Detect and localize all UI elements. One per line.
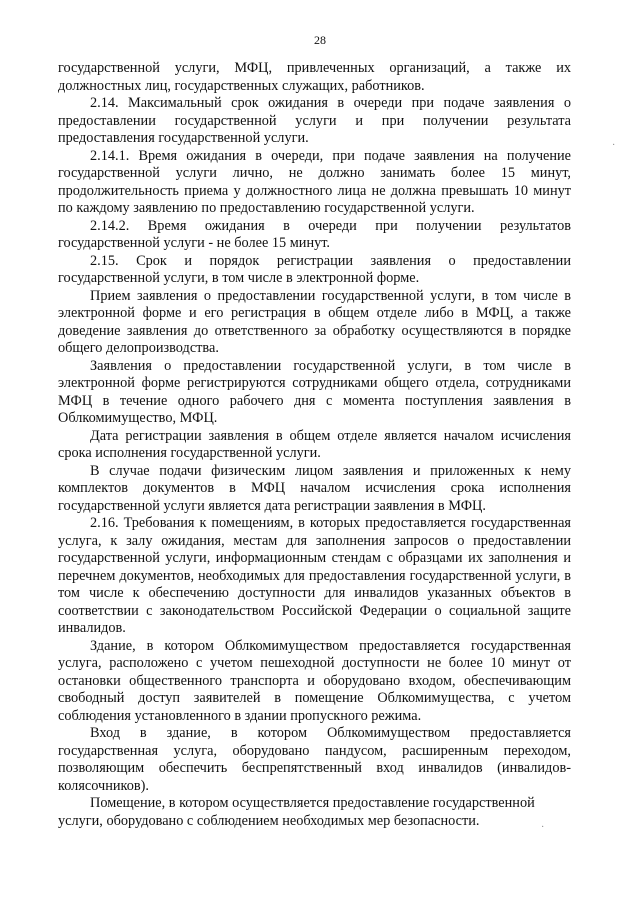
paragraph: 2.14.1. Время ожидания в очереди, при подаче заявления на получение государственной услуги лично, не должно занимать более 15 минут, продолжительность приема у должностного лица не должна превышать 10 минут по каждому заявлению по предоставлению государственной услуги.: [58, 147, 571, 216]
scan-speck: ·: [612, 140, 616, 151]
paragraph: 2.14. Максимальный срок ожидания в очереди при подаче заявления о предоставлении государственной услуги и при получении результата предоставления государственной услуги.: [58, 95, 571, 146]
paragraph: государственной услуги, МФЦ, привлеченных организаций, а также их должностных лиц, государственных служащих, работников.: [58, 60, 571, 94]
paragraph: Заявления о предоставлении государственной услуги, в том числе в электронной форме регистрируются сотрудниками общего отдела, сотрудниками МФЦ в течение одного рабочего дня с момента поступления заявления в Облкомимущество, МФЦ.: [58, 357, 571, 426]
paragraph: Помещение, в котором осуществляется предоставление государственной услуги, оборудовано с соблюдением необходимых мер безопасности.: [58, 795, 535, 829]
paragraph: В случае подачи физическим лицом заявления и приложенных к нему комплектов документов в МФЦ началом исчисления срока исполнения государственной услуги является дата регистрации заявления в МФЦ.: [58, 462, 571, 514]
paragraph: Здание, в котором Облкомимуществом предоставляется государственная услуга, расположено с учетом пешеходной доступности не более 10 минут от остановки общественного транспорта и оборудовано входом, обеспечивающим свободный доступ заявителей в помещение Облкомимущества, с учетом соблюдения установленного в здании пропускного режима.: [58, 637, 571, 724]
paragraph: Прием заявления о предоставлении государственной услуги, в том числе в электронной форме и его регистрация в общем отделе либо в МФЦ, а также доведение заявления до ответственного за обработку осуществляются в порядке общего делопроизводства.: [58, 287, 571, 356]
page-number: 28: [314, 33, 326, 47]
document-body: [58, 60, 571, 830]
paragraph: 2.16. Требования к помещениям, в которых предоставляется государственная услуга, к залу ожидания, местам для заполнения запросов о предоставлении государственной услуги, информационным стендам с образцами их заполнения и перечнем документов, необходимых для предоставления государственной услуги, в том числе к обеспечению доступности для инвалидов указанных объектов в соответствии с законодательством Российской Федерации о социальной защите инвалидов.: [58, 515, 571, 636]
paragraph: Дата регистрации заявления в общем отделе является началом исчисления срока исполнения государственной услуги.: [58, 427, 571, 461]
scan-speck: ·: [541, 822, 545, 833]
paragraph: Вход в здание, в котором Облкомимуществом предоставляется государственная услуга, оборудовано пандусом, расширенным переходом, позволяющим обеспечить беспрепятственный вход инвалидов (инвалидов-колясочников).: [58, 725, 571, 794]
paragraph: 2.14.2. Время ожидания в очереди при получении результатов государственной услуги - не более 15 минут.: [58, 217, 571, 251]
paragraph: 2.15. Срок и порядок регистрации заявления о предоставлении государственной услуги, в том числе в электронной форме.: [58, 252, 571, 286]
